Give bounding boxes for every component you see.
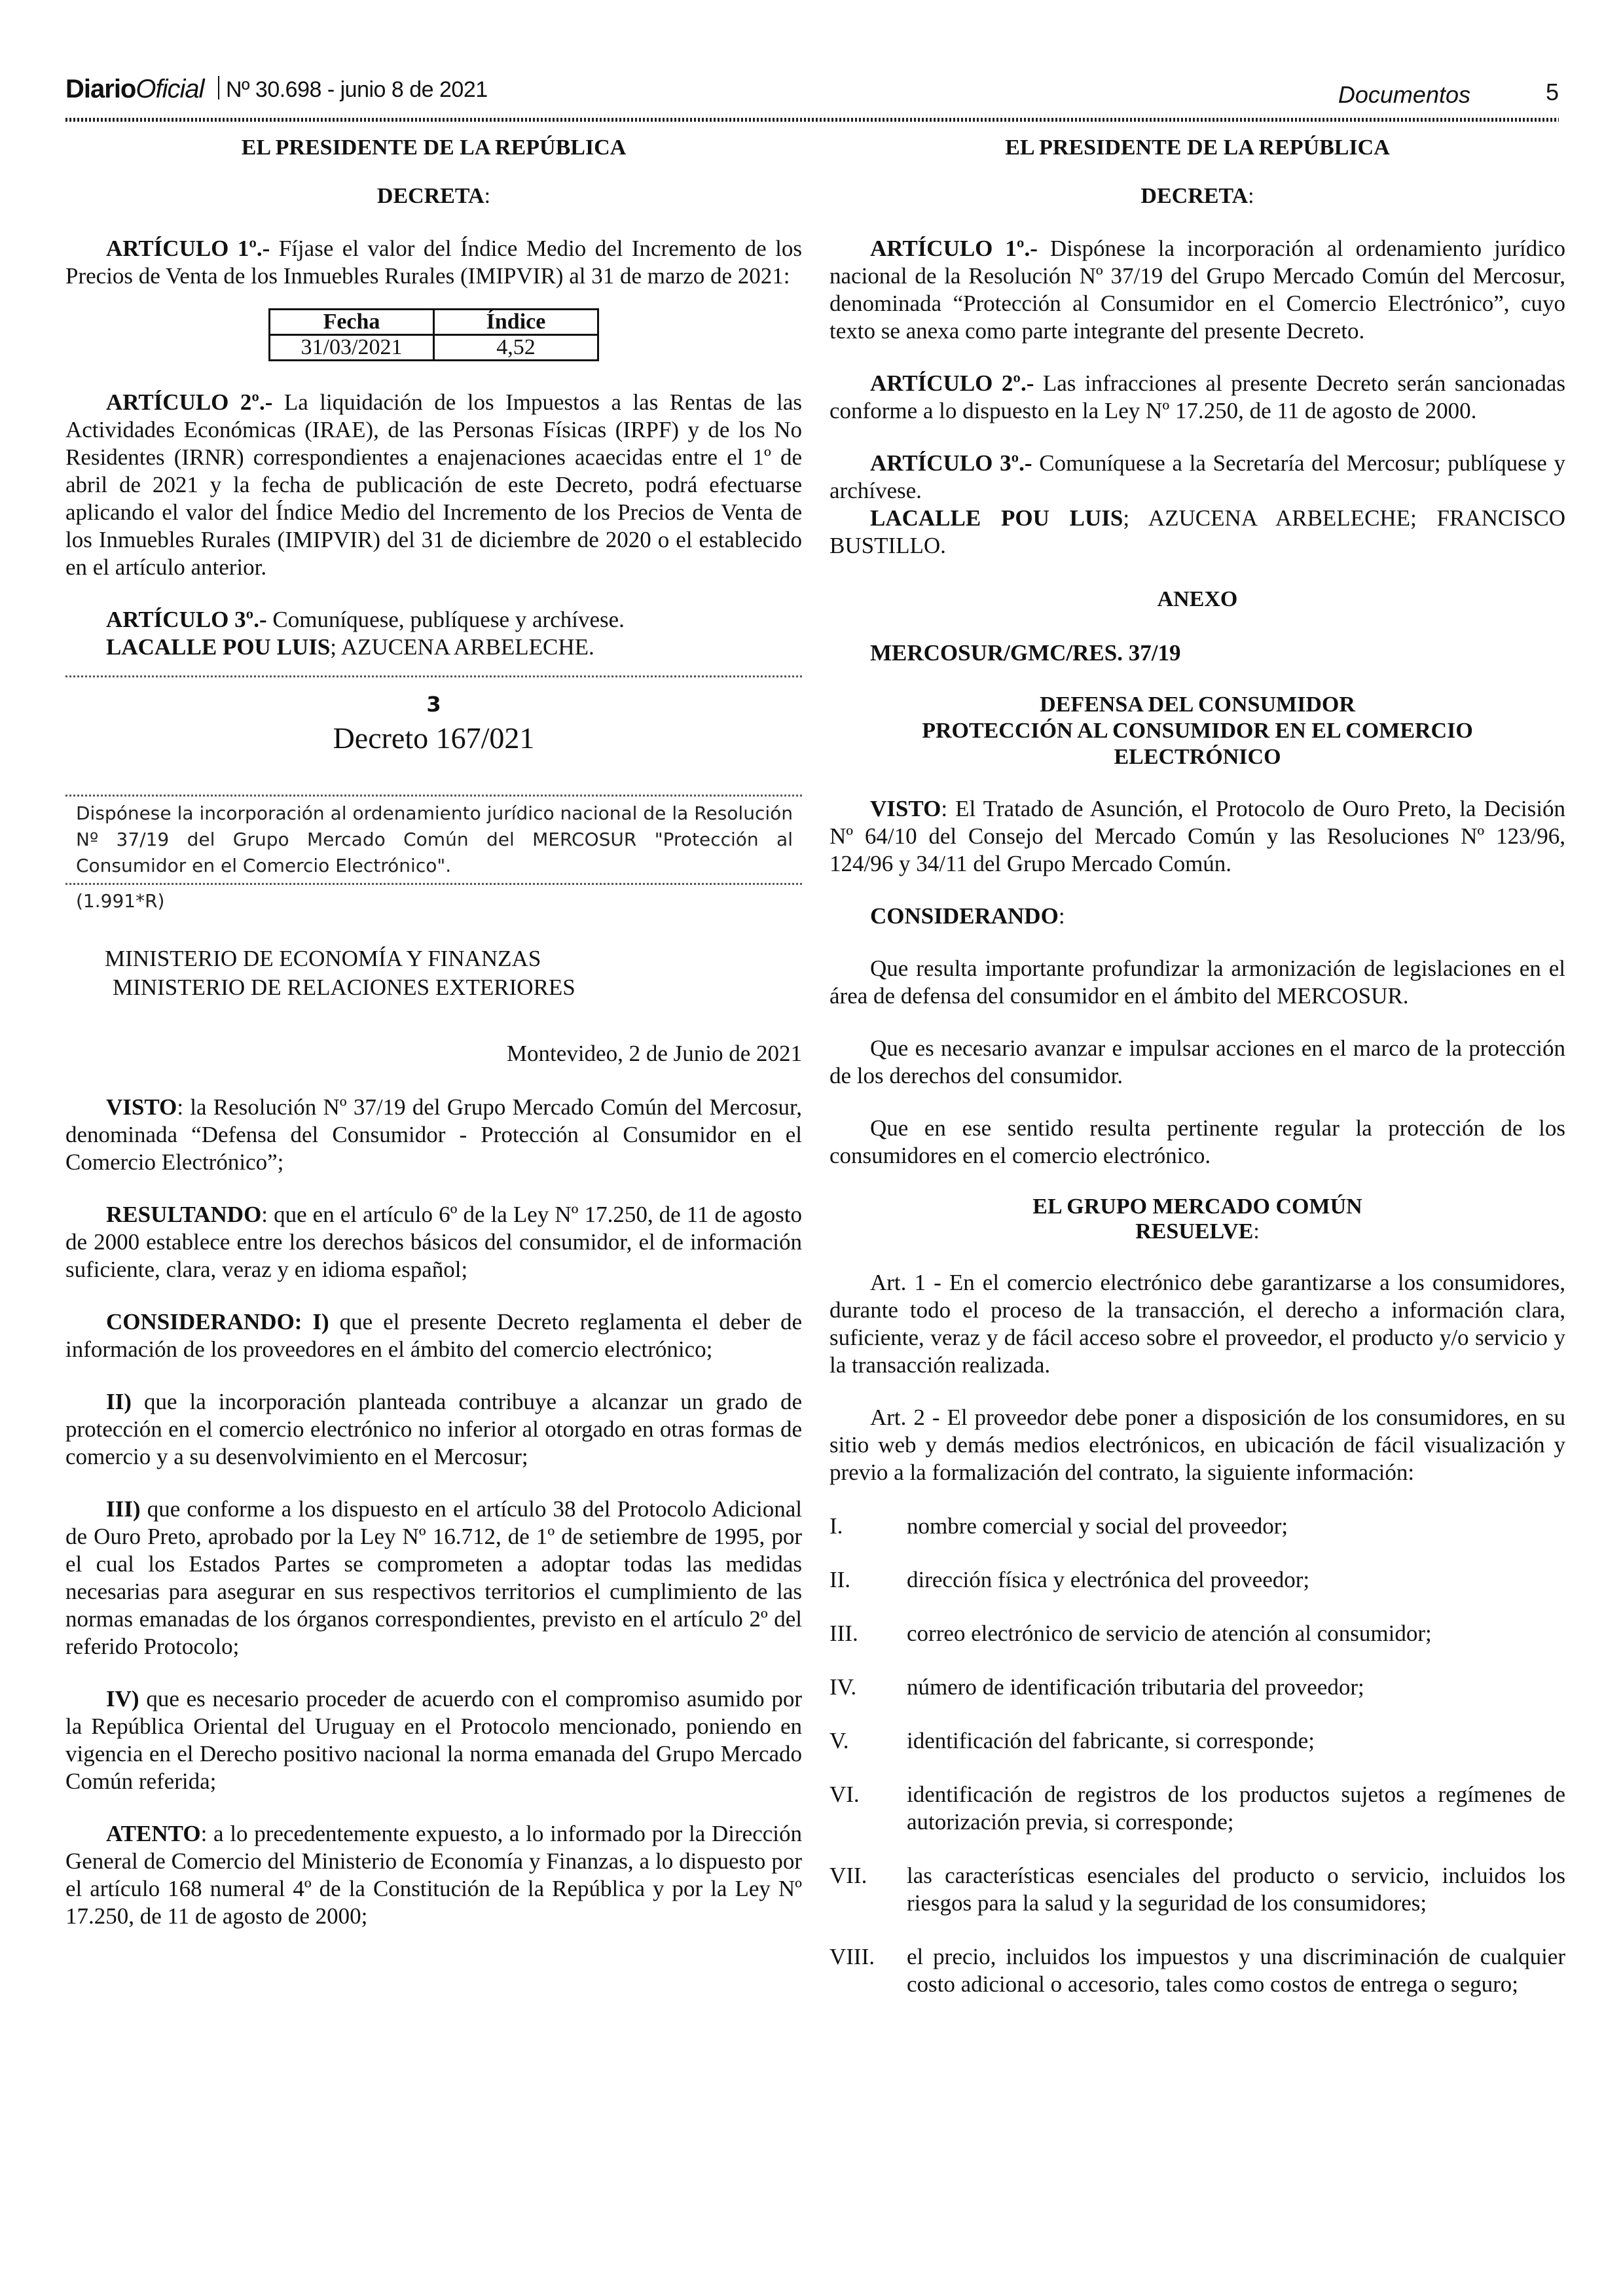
considerando-i bbox=[65, 1308, 802, 1363]
left-column bbox=[65, 134, 802, 1955]
decreta-heading bbox=[830, 183, 1565, 210]
considerando-2: Que es necesario avanzar e impulsar acciones en el marco de la protección de los derechos del consumidor. bbox=[830, 1035, 1565, 1088]
considerando-3: Que en ese sentido resulta pertinente regular la protección de los consumidores en el comercio electrónico. bbox=[830, 1115, 1565, 1168]
visto-label: VISTO bbox=[106, 1094, 177, 1120]
list-item-text: correo electrónico de servicio de atención al consumidor; bbox=[907, 1621, 1432, 1646]
considerando-iv bbox=[65, 1685, 802, 1795]
resuelve-label: RESUELVE bbox=[1135, 1219, 1254, 1244]
article-label: ARTÍCULO 3º.- bbox=[106, 607, 267, 632]
table-header-indice: Índice bbox=[434, 310, 598, 335]
list-item bbox=[830, 1781, 1565, 1836]
right-column bbox=[830, 134, 1565, 2024]
list-item-text: las características esenciales del producto o servicio, incluidos los riesgos para la salud y la seguridad de los consumidores; bbox=[907, 1863, 1565, 1916]
considerando-colon: : bbox=[1058, 903, 1065, 929]
page-number: 5 bbox=[1545, 79, 1559, 105]
resolution-title-1: DEFENSA DEL CONSUMIDOR bbox=[1040, 692, 1355, 717]
article-text: Comuníquese, publíquese y archívese. bbox=[266, 607, 625, 632]
considerando-ii-text: que la incorporación planteada contribuye a alcanzar un grado de protección en el comercio electrónico no inferior al otorgado en otras formas de comercio y a su desenvolvimiento en el Mercosur; bbox=[65, 1389, 802, 1469]
considerando-1: Que resulta importante profundizar la armonización de legislaciones en el área de defensa del consumidor en el ámbito del MERCOSUR. bbox=[830, 956, 1565, 1009]
table-cell-index: 4,52 bbox=[434, 335, 598, 361]
decree-index-number: 3 bbox=[426, 692, 441, 717]
considerando-heading bbox=[830, 903, 1565, 930]
diario-oficial-logo bbox=[65, 75, 204, 104]
list-item-text: dirección física y electrónica del proveedor; bbox=[907, 1567, 1310, 1592]
resultando-label: RESULTANDO bbox=[106, 1202, 262, 1227]
article-label: ARTÍCULO 2º.- bbox=[106, 389, 273, 415]
resolution-article-1: Art. 1 - En el comercio electrónico debe garantizarse a los consumidores, durante todo el proceso de la transacción, el derecho a información clara, suficiente, veraz y de fácil acceso sobre el proveedor, el producto y/o servicio y la transacción realizada. bbox=[830, 1270, 1565, 1378]
signature-ministers: ; AZUCENA ARBELECHE. bbox=[330, 634, 594, 660]
article-2 bbox=[65, 389, 802, 581]
decreta-heading bbox=[65, 183, 802, 210]
gmc-heading: EL GRUPO MERCADO COMÚN bbox=[1032, 1194, 1362, 1219]
considerando-text: que el presente Decreto reglamenta el deber de información de los proveedores en el ámbito del comercio electrónico; bbox=[65, 1309, 802, 1362]
list-item bbox=[830, 1620, 1565, 1647]
signatures bbox=[65, 634, 802, 661]
article-3 bbox=[830, 450, 1565, 505]
page-header bbox=[65, 71, 1559, 110]
list-item bbox=[830, 1727, 1565, 1755]
decreta-colon: : bbox=[484, 184, 491, 208]
article-label: ARTÍCULO 1º.- bbox=[870, 236, 1038, 261]
list-item bbox=[830, 1674, 1565, 1701]
ministry-foreign-affairs: MINISTERIO DE RELACIONES EXTERIORES bbox=[113, 975, 575, 1000]
considerando-iii-text: que conforme a los dispuesto en el artículo 38 del Protocolo Adicional de Ouro Preto, aprobado por la Ley Nº 16.712, de 1º de setiembre de 1995, por el cual los Estados Partes se comprometen a adoptar todas las medidas necesarias para asegurar en sus respectivos territorios el cumplimiento de las normas emanadas de los órganos correspondientes, previsto en el artículo 2º del referido Protocolo; bbox=[65, 1496, 802, 1659]
considerando-ii-label: II) bbox=[106, 1389, 132, 1414]
considerando-iv-text: que es necesario proceder de acuerdo con el compromiso asumido por la República Oriental del Uruguay en el Protocolo mencionado, poniendo en vigencia en el Derecho positivo nacional la norma emanada del Grupo Mercado Común referida; bbox=[65, 1686, 802, 1794]
index-table bbox=[268, 308, 599, 361]
considerando-ii bbox=[65, 1388, 802, 1471]
decreta-colon: : bbox=[1248, 184, 1254, 208]
article-2 bbox=[830, 370, 1565, 425]
considerando-label: CONSIDERANDO bbox=[870, 903, 1059, 929]
resultando-text: : que en el artículo 6º de la Ley Nº 17.250, de 11 de agosto de 2000 establece entre los derechos básicos del consumidor, el de información suficiente, clara, veraz y en idioma español; bbox=[65, 1202, 802, 1282]
section-name: Documentos bbox=[1338, 81, 1470, 108]
issue-number-date: Nº 30.698 - junio 8 de 2021 bbox=[226, 77, 488, 102]
ministry-economy: MINISTERIO DE ECONOMÍA Y FINANZAS bbox=[105, 946, 541, 971]
visto-paragraph bbox=[830, 795, 1565, 878]
president-heading: EL PRESIDENTE DE LA REPÚBLICA bbox=[1005, 135, 1390, 160]
atento-label: ATENTO bbox=[106, 1821, 201, 1846]
list-item bbox=[830, 1862, 1565, 1917]
list-item bbox=[830, 1566, 1565, 1594]
list-item-number: VIII. bbox=[830, 1944, 875, 1969]
summary-bottom-rule bbox=[65, 883, 802, 885]
atento-text: : a lo precedentemente expuesto, a lo informado por la Dirección General de Comercio del Ministerio de Economía y Finanzas, a lo dispuesto por el artículo 168 numeral 4º de la Constitución de la República y por la Ley Nº 17.250, de 11 de agosto de 2000; bbox=[65, 1821, 802, 1929]
signatures bbox=[830, 505, 1565, 560]
list-item-number: VII. bbox=[830, 1863, 867, 1888]
table-row bbox=[270, 335, 598, 361]
article-1 bbox=[65, 235, 802, 290]
section-divider bbox=[65, 675, 802, 677]
decree-summary: Dispónese la incorporación al ordenamiento jurídico nacional de la Resolución Nº 37/19 del Grupo Mercado Común del MERCOSUR "Protección al Consumidor en el Comercio Electrónico". bbox=[76, 802, 793, 876]
publication-ref: (1.991*R) bbox=[76, 890, 165, 912]
list-item-number: IV. bbox=[830, 1674, 857, 1700]
anexo-heading: ANEXO bbox=[1157, 587, 1238, 611]
list-item-text: el precio, incluidos los impuestos y una discriminación de cualquier costo adicional o accesorio, tales como costos de entrega o seguro; bbox=[907, 1944, 1565, 1997]
decree-title: Decreto 167/021 bbox=[333, 721, 535, 755]
list-item-text: nombre comercial y social del proveedor; bbox=[907, 1513, 1288, 1539]
considerando-label: CONSIDERANDO: I) bbox=[106, 1309, 329, 1335]
resuelve-heading bbox=[830, 1219, 1565, 1244]
list-item-number: VI. bbox=[830, 1782, 860, 1807]
visto-paragraph bbox=[65, 1094, 802, 1176]
resolution-title-2: PROTECCIÓN AL CONSUMIDOR EN EL COMERCIO ELECTRÓNICO bbox=[922, 719, 1473, 769]
resuelve-colon: : bbox=[1253, 1219, 1260, 1244]
table-cell-date: 31/03/2021 bbox=[270, 335, 434, 361]
atento-paragraph bbox=[65, 1820, 802, 1930]
article-text: La liquidación de los Impuestos a las Rentas de las Actividades Económicas (IRAE), de las Personas Físicas (IRPF) y de los No Residentes (IRNR) correspondientes a enajenaciones acaecidas entre el 1º de abril de 2021 y la fecha de publicación de este Decreto, podrá efectuarse aplicando el valor del Índice Medio del Incremento de los Precios de Venta de los Inmuebles Rurales (IMIPVIR) del 31 de diciembre de 2020 o el establecido en el artículo anterior. bbox=[65, 389, 802, 580]
considerando-iii bbox=[65, 1496, 802, 1660]
considerando-iii-label: III) bbox=[106, 1496, 141, 1522]
visto-label: VISTO bbox=[870, 796, 941, 821]
article-1 bbox=[830, 235, 1565, 345]
list-item bbox=[830, 1513, 1565, 1540]
considerando-iv-label: IV) bbox=[106, 1686, 139, 1712]
logo-italic: Oficial bbox=[136, 75, 204, 103]
article-text: Comuníquese a la Secretaría del Mercosur; publíquese y archívese. bbox=[830, 450, 1565, 503]
place-date: Montevideo, 2 de Junio de 2021 bbox=[506, 1041, 802, 1066]
issue-info bbox=[218, 76, 488, 103]
decreta-label: DECRETA bbox=[1140, 184, 1249, 208]
list-item-text: identificación del fabricante, si corresponde; bbox=[907, 1728, 1315, 1753]
resolution-code: MERCOSUR/GMC/RES. 37/19 bbox=[870, 640, 1181, 666]
list-item-text: número de identificación tributaria del proveedor; bbox=[907, 1674, 1364, 1700]
header-divider bbox=[65, 118, 1559, 122]
separator-bar bbox=[218, 76, 219, 99]
logo-bold: Diario bbox=[65, 75, 136, 103]
resultando-paragraph bbox=[65, 1201, 802, 1283]
table-header-fecha: Fecha bbox=[270, 310, 434, 335]
article-label: ARTÍCULO 2º.- bbox=[870, 370, 1034, 396]
article-label: ARTÍCULO 1º.- bbox=[106, 236, 270, 261]
visto-text: : El Tratado de Asunción, el Protocolo de Ouro Preto, la Decisión Nº 64/10 del Consejo del Mercado Común y las Resoluciones Nº 123/96, 124/96 y 34/11 del Grupo Mercado Común. bbox=[830, 796, 1565, 876]
president-heading: EL PRESIDENTE DE LA REPÚBLICA bbox=[241, 135, 627, 160]
summary-top-rule bbox=[65, 795, 802, 797]
signature-ministers: ; AZUCENA ARBELECHE; FRANCISCO BUSTILLO. bbox=[830, 505, 1565, 558]
list-item-number: III. bbox=[830, 1621, 858, 1646]
visto-text: : la Resolución Nº 37/19 del Grupo Mercado Común del Mercosur, denominada “Defensa del Consumidor - Protección al Consumidor en el Comercio Electrónico”; bbox=[65, 1094, 802, 1175]
article-text: Dispónese la incorporación al ordenamiento jurídico nacional de la Resolución Nº 37/19 del Grupo Mercado Común del Mercosur, denominada “Protección al Consumidor en el Comercio Electrónico”, cuyo texto se anexa como parte integrante del presente Decreto. bbox=[830, 236, 1565, 344]
signature-president: LACALLE POU LUIS bbox=[106, 634, 331, 660]
decreta-label: DECRETA bbox=[376, 184, 484, 208]
signature-president: LACALLE POU LUIS bbox=[870, 505, 1123, 531]
article-3 bbox=[65, 606, 802, 634]
article-text: Las infracciones al presente Decreto serán sancionadas conforme a lo dispuesto en la Ley Nº 17.250, de 11 de agosto de 2000. bbox=[830, 370, 1565, 423]
information-list bbox=[830, 1513, 1565, 1998]
article-text: Fíjase el valor del Índice Medio del Incremento de los Precios de Venta de los Inmuebles Rurales (IMIPVIR) al 31 de marzo de 2021: bbox=[65, 236, 802, 289]
table-header-row bbox=[270, 310, 598, 335]
list-item-number: I. bbox=[830, 1513, 843, 1539]
article-label: ARTÍCULO 3º.- bbox=[870, 450, 1032, 476]
resolution-article-2: Art. 2 - El proveedor debe poner a disposición de los consumidores, en su sitio web y demás medios electrónicos, en ubicación de fácil visualización y previo a la formalización del contrato, la siguiente información: bbox=[830, 1405, 1565, 1485]
list-item bbox=[830, 1943, 1565, 1998]
list-item-number: II. bbox=[830, 1567, 851, 1592]
list-item-number: V. bbox=[830, 1728, 849, 1753]
list-item-text: identificación de registros de los productos sujetos a regímenes de autorización previa, si corresponde; bbox=[907, 1782, 1565, 1835]
